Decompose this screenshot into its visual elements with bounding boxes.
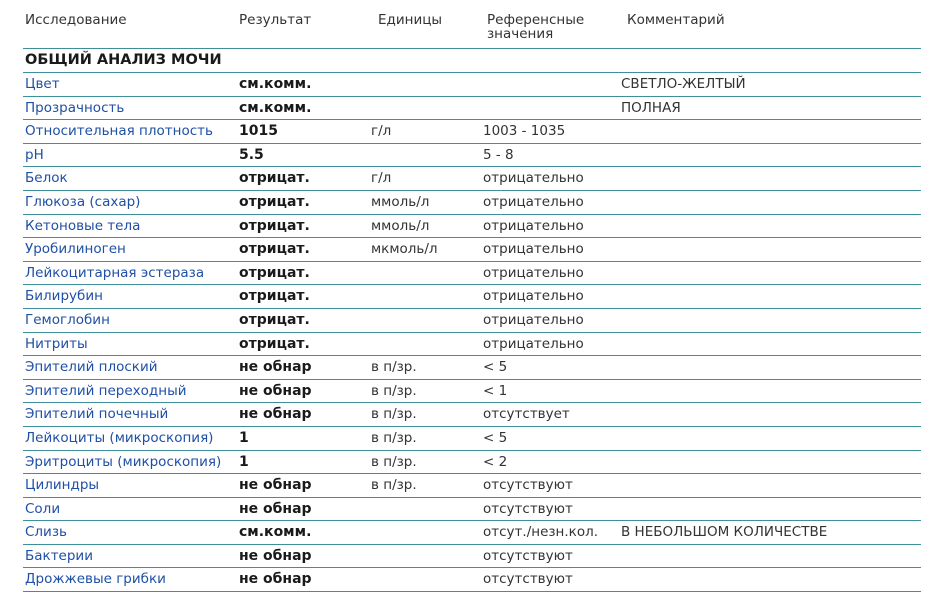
cell-result: не обнар — [239, 359, 312, 376]
cell-result: отрицат. — [239, 170, 310, 187]
table-row — [23, 356, 921, 380]
cell-test-name: Нитриты — [25, 335, 88, 352]
table-row — [23, 403, 921, 427]
cell-units: в п/зр. — [371, 453, 417, 470]
cell-result: не обнар — [239, 547, 312, 564]
cell-reference: отрицательно — [483, 170, 584, 187]
table-row — [23, 568, 921, 592]
header-comment: Комментарий — [627, 12, 725, 28]
cell-result: не обнар — [239, 571, 312, 588]
cell-result: см.комм. — [239, 524, 312, 541]
cell-units: г/л — [371, 123, 392, 140]
cell-result: не обнар — [239, 382, 312, 399]
cell-result: 1 — [239, 453, 249, 470]
header-result: Результат — [239, 12, 312, 28]
cell-units: ммоль/л — [371, 217, 430, 234]
cell-result: см.комм. — [239, 76, 312, 92]
cell-reference: 5 - 8 — [483, 146, 514, 163]
table-row — [23, 191, 921, 215]
cell-reference: отрицательно — [483, 193, 584, 210]
table-row — [23, 97, 921, 121]
cell-comment: ПОЛНАЯ — [621, 99, 681, 116]
cell-test-name: Цвет — [25, 76, 60, 92]
cell-reference: отрицательно — [483, 264, 584, 281]
cell-test-name: Лейкоцитарная эстераза — [25, 264, 205, 281]
cell-result: отрицат. — [239, 288, 310, 305]
cell-units: в п/зр. — [371, 382, 417, 399]
cell-test-name: Относительная плотность — [25, 123, 213, 140]
table-row — [23, 545, 921, 569]
cell-result: отрицат. — [239, 311, 310, 328]
table-row — [23, 474, 921, 498]
cell-reference: отсутствуют — [483, 477, 573, 494]
cell-reference: отрицательно — [483, 311, 584, 328]
cell-reference: < 5 — [483, 359, 508, 376]
table-row — [23, 333, 921, 357]
cell-units: г/л — [371, 170, 392, 187]
cell-result: 5.5 — [239, 146, 264, 163]
cell-reference: отсутствуют — [483, 547, 573, 564]
cell-result: не обнар — [239, 477, 312, 494]
cell-reference: отсутствуют — [483, 500, 573, 517]
cell-units: в п/зр. — [371, 429, 417, 446]
cell-result: отрицат. — [239, 193, 310, 210]
header-test: Исследование — [25, 12, 127, 28]
header-reference-line2: значения — [487, 26, 554, 42]
cell-result: 1 — [239, 429, 249, 446]
cell-units: в п/зр. — [371, 359, 417, 376]
cell-reference: 1003 - 1035 — [483, 123, 566, 140]
table-row — [23, 144, 921, 168]
cell-test-name: pH — [25, 146, 44, 163]
cell-reference: отрицательно — [483, 241, 584, 258]
table-row — [23, 215, 921, 239]
section-title: ОБЩИЙ АНАЛИЗ МОЧИ — [23, 49, 921, 73]
cell-test-name: Эпителий плоский — [25, 359, 158, 376]
cell-reference: отрицательно — [483, 335, 584, 352]
cell-result: не обнар — [239, 500, 312, 517]
cell-test-name: Гемоглобин — [25, 311, 110, 328]
cell-result: 1015 — [239, 123, 278, 140]
cell-test-name: Белок — [25, 170, 68, 187]
table-row — [23, 380, 921, 404]
table-row — [23, 309, 921, 333]
table-row — [23, 262, 921, 286]
cell-test-name: Билирубин — [25, 288, 103, 305]
cell-test-name: Кетоновые тела — [25, 217, 141, 234]
cell-units: мкмоль/л — [371, 241, 438, 258]
urinalysis-report — [23, 0, 921, 592]
table-row — [23, 120, 921, 144]
table-row — [23, 167, 921, 191]
cell-reference: отсутствуют — [483, 571, 573, 588]
cell-test-name: Эпителий переходный — [25, 382, 187, 399]
header-reference-line1: Референсные — [487, 12, 585, 28]
cell-result: не обнар — [239, 406, 312, 423]
cell-test-name: Глюкоза (сахар) — [25, 193, 141, 210]
cell-result: отрицат. — [239, 264, 310, 281]
cell-result: отрицат. — [239, 217, 310, 234]
cell-test-name: Уробилиноген — [25, 241, 126, 258]
cell-result: отрицат. — [239, 335, 310, 352]
cell-result: см.комм. — [239, 99, 312, 116]
cell-test-name: Цилиндры — [25, 477, 100, 494]
cell-test-name: Соли — [25, 500, 61, 517]
cell-test-name: Прозрачность — [25, 99, 125, 116]
cell-comment: В НЕБОЛЬШОМ КОЛИЧЕСТВЕ — [621, 524, 828, 541]
table-row — [23, 427, 921, 451]
cell-test-name: Бактерии — [25, 547, 93, 564]
cell-reference: < 2 — [483, 453, 508, 470]
cell-units: в п/зр. — [371, 477, 417, 494]
cell-reference: отсутствует — [483, 406, 570, 423]
header-units: Единицы — [378, 12, 443, 28]
table-row — [23, 521, 921, 545]
cell-test-name: Дрожжевые грибки — [25, 571, 166, 588]
cell-reference: < 1 — [483, 382, 508, 399]
table-row — [23, 285, 921, 309]
cell-test-name: Лейкоциты (микроскопия) — [25, 429, 214, 446]
cell-reference: отрицательно — [483, 288, 584, 305]
cell-comment: СВЕТЛО-ЖЕЛТЫЙ — [621, 76, 746, 92]
cell-reference: < 5 — [483, 429, 508, 446]
results-table-body — [23, 73, 921, 592]
table-row — [23, 73, 921, 97]
cell-test-name: Слизь — [25, 524, 67, 541]
cell-test-name: Эпителий почечный — [25, 406, 169, 423]
cell-units: ммоль/л — [371, 193, 430, 210]
header-reference — [487, 13, 584, 41]
table-row — [23, 238, 921, 262]
table-row — [23, 451, 921, 475]
cell-result: отрицат. — [239, 241, 310, 258]
table-header — [23, 0, 921, 49]
cell-reference: отрицательно — [483, 217, 584, 234]
cell-units: в п/зр. — [371, 406, 417, 423]
table-row — [23, 498, 921, 522]
cell-test-name: Эритроциты (микроскопия) — [25, 453, 222, 470]
cell-reference: отсут./незн.кол. — [483, 524, 599, 541]
